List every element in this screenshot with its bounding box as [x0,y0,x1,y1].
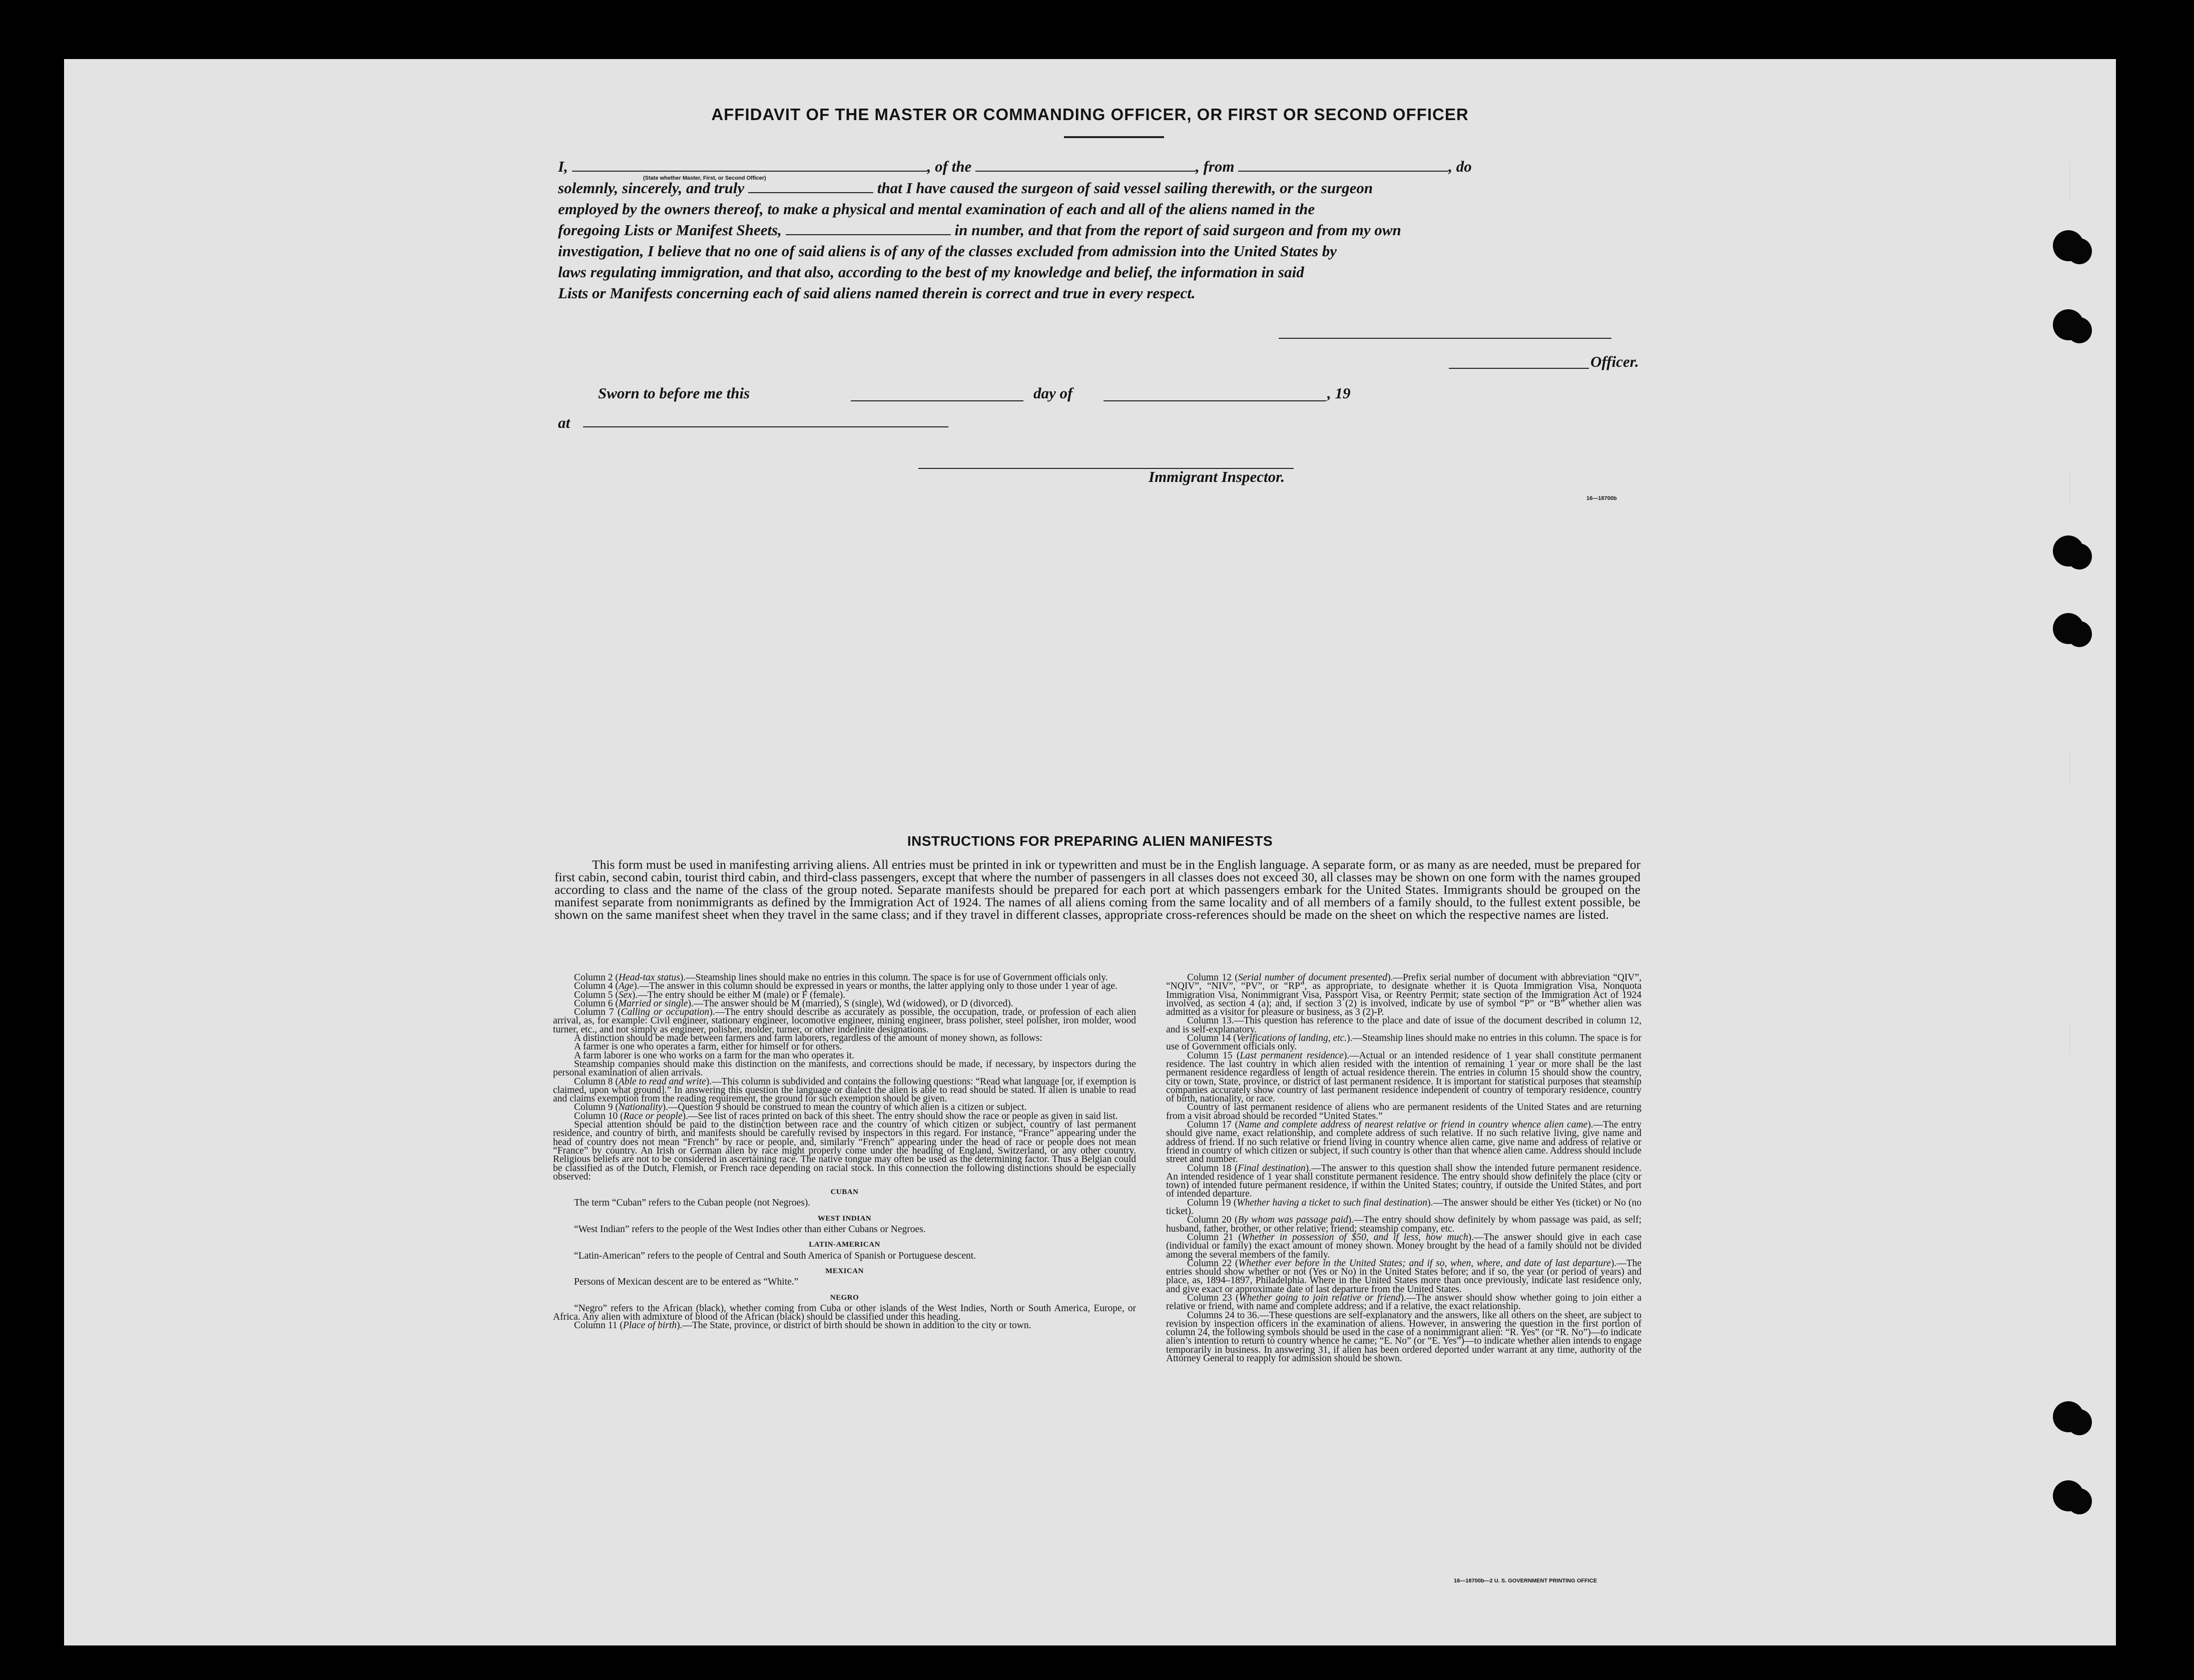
place-field[interactable] [583,426,948,427]
mexican-heading: MEXICAN [825,1267,864,1275]
instruction-paragraph: Column 2 (Head-tax status).—Steamship lines should make no entries in this column. The space is for use of Government officials only. [574,972,1108,983]
instruction-paragraph: Column 8 (Able to read and write).—This column is subdivided and contains the following questions: “Read what language [or, if exemption is claimed, upon what ground].” In answering this question the language or dialect the alien is able to read should be stated. If alien is unable to read and claims exemption from the reading requirement, the ground for such exemption should be given. [553,1076,1137,1104]
text-foregoing: foregoing Lists or Manifest Sheets, [558,221,782,239]
instruction-paragraph: Column 19 (Whether having a ticket to such final destination).—The answer should be either Yes (ticket) or No (no ticket). [1166,1197,1642,1217]
instruction-paragraph: Column 13.—This question has reference to the place and date of issue of the document described in column 12, and is self-explanatory. [1166,1015,1641,1035]
signature-line-2[interactable] [1449,368,1589,369]
inspector-label: Immigrant Inspector. [1149,468,1285,485]
affidavit-title: AFFIDAVIT OF THE MASTER OR COMMANDING OFFICER, OR FIRST OR SECOND OFFICER [711,105,1469,124]
mexican-text: Persons of Mexican descent are to be entered as “White.” [574,1277,799,1288]
instruction-paragraph: Column 20 (By whom was passage paid).—The entry should show definitely by whom passage was paid, as self; husband, father, brother, or other relative; friend; steamship company, etc. [1166,1215,1642,1234]
instruction-paragraph: Column 14 (Verifications of landing, etc.).—Steamship lines should make no entries in this column. The space is for use of Government officials only. [1166,1033,1641,1052]
cuban-heading: CUBAN [830,1188,859,1197]
binder-hole [2053,535,2084,567]
text-of-the: , of the [927,158,972,175]
instruction-paragraph: Column 12 (Serial number of document presented).—Prefix serial number of document with abbreviation “QIV”, “NQIV”, “NIV”, “PV”, or “RP”, as appropriate, to designate whether it is Quota Immigration Visa, Nonquota Immigration Visa, Nonimmigrant Visa, Passport Visa, or Reentry Permit; state section of the Immigration Act of 1924 involved, as section 4 (a); and, if section 3 (2) is involved, indicate by use of symbol “P” or “B” whether alien was admitted as a visitor for pleasure or business, as 3 (2)-P. [1166,972,1641,1018]
affidavit-line-5: investigation, I believe that no one of said aliens is of any of the classes excluded from admission into the United States by [558,242,1337,260]
instruction-paragraph: Column 23 (Whether going to join relative or friend).—The answer should show whether going to join either a relative or friend, with name and complete address; and if a relative, the exact relationship. [1166,1292,1642,1312]
instruction-paragraph: Column 21 (Whether in possession of $50, and if less, how much).—The answer should give in each case (individual or family) the exact amount of money shown. Money brought by the head of a family should not be divided among the several members of the family. [1166,1232,1641,1260]
printing-office-footer: 16—18700b—2 U. S. GOVERNMENT PRINTING OFFICE [1454,1578,1597,1584]
affidavit-line-7: Lists or Manifests concerning each of said aliens named therein is correct and true in every respect. [558,284,1196,302]
instruction-paragraph: Column 18 (Final destination).—The answer to this question shall show the intended future permanent residence. An intended residence of 1 year shall constitute permanent residence. The entry should show definitely the place (city or town) of intended future permanent residence, if within the United States; country, if outside the United States, and port of intended departure. [1166,1163,1641,1200]
west-indian-text: “West Indian” refers to the people of the West Indies other than either Cubans or Negroes. [574,1224,926,1235]
instruction-paragraph: A distinction should be made between farmers and farm laborers, regardless of the amount of money shown, as follows: [574,1033,1042,1044]
instruction-paragraph: Column 5 (Sex).—The entry should be either M (male) or F (female). [574,989,846,1000]
at-label: at [558,414,571,431]
vessel-field[interactable] [975,169,1196,172]
instructions-right-column [1166,973,1641,1363]
text-solemnly: solemnly, sincerely, and truly [558,179,745,197]
binder-hole [2053,230,2084,261]
instruction-paragraph: Special attention should be paid to the distinction between race and the country of which citizen or subject, country of last permanent residence, and country of birth, and manifests should be carefully revised by inspectors in this regard. For instance, “France” appearing under the head of country does not mean “French” by race or people, and, similarly “French” appearing under the head of race or people does not mean “France” by country. An Irish or German alien by race might properly come under the heading of England, Switzerland, or any other country. Religious beliefs are not to be considered in ascertaining race. The native tongue may often be used as the determining factor. Thus a Belgian could be classified as of the Dutch, Flemish, or French race depending on racial stock. In this connection the following distinctions should be especially observed: [553,1119,1136,1182]
instruction-paragraph: Column 22 (Whether ever before in the United States; and if so, when, where, and date of last departure).—The entries should show whether or not (Yes or No) in the United States before; and if so, the year (or period of years) and place, as, 1894–1897, Philadelphia. Where in the United States more than once previously, indicate last residence only, and give exact or approximate date of last departure from the United States. [1166,1258,1641,1295]
sworn-label: Sworn to before me this [598,384,750,402]
sworn-day-field[interactable] [851,400,1023,401]
affidavit-line-3: employed by the owners thereof, to make a physical and mental examination of each and all of the aliens named in the [558,200,1315,218]
text-do: , do [1448,158,1472,175]
year-label: , 19 [1327,384,1351,402]
instructions-left-column [553,973,1136,1330]
instruction-paragraph: Column 6 (Married or single).—The answer should be M (married), S (single), Wd (widowed), or D (divorced). [574,998,1013,1009]
cuban-text: The term “Cuban” refers to the Cuban people (not Negroes). [574,1198,811,1209]
sworn-month-field[interactable] [1104,400,1326,401]
affidavit-line-1 [558,156,1647,177]
instruction-paragraph: Column 17 (Name and complete address of nearest relative or friend in country whence alien came).—The entry should give name, exact relationship, and complete address of such relative. If no such relative living, give name and address of friend. If no such relative or friend living in country whence alien came, give name and address of relative or friend in country of which citizen or subject, if such country is other than that whence alien came. Address should include street and number. [1166,1119,1641,1165]
text-from: , from [1196,158,1235,175]
binder-hole [2053,613,2084,644]
instructions-title: INSTRUCTIONS FOR PREPARING ALIEN MANIFESTS [907,833,1273,849]
day-of-label: day of [1033,384,1073,402]
instruction-paragraph: Column 4 (Age).—The answer in this column should be expressed in years or months, the latter applying only to those under 1 year of age. [574,981,1118,992]
edge-mark [2069,160,2071,200]
instruction-paragraph: Column 11 (Place of birth).—The State, province, or district of birth should be shown in addition to the city or town. [574,1320,1031,1331]
officer-note: (State whether Master, First, or Second Officer) [643,175,766,181]
instruction-paragraph: Steamship companies should make this distinction on the manifests, and corrections should be made, if necessary, by inspectors during the personal examination of alien arrivals. [553,1058,1136,1078]
affidavit-line-4 [558,220,1647,241]
form-number: 16—18700b [1586,495,1617,501]
instruction-paragraph: A farmer is one who operates a farm, either for himself or for others. [574,1041,842,1052]
instructions-intro: This form must be used in manifesting arriving aliens. All entries must be printed in ink or typewritten and must be in the English language. A separate form, or as many as are needed, must be prepared for first cabin, second cabin, tourist third cabin, and third-class passengers, except that where the number of passengers in all classes does not exceed 30, all classes may be shown on one form with the names grouped according to class and the name of the class of the group noted. Separate manifests should be prepared for each port at which passengers embark for the United States. Immigrants should be grouped on the manifest separate from nonimmigrants as defined by the Immigration Act of 1924. The names of all aliens coming from the same locality and of all members of a family should, to the fullest extent possible, be shown on the same manifest sheet when they travel in the same class; and if they travel in different classes, appropriate cross-references should be made on the sheet on which the respective names are listed. [555,857,1640,922]
edge-mark [2069,470,2071,505]
negro-heading: NEGRO [830,1293,859,1302]
officer-name-field[interactable] [572,169,927,172]
instruction-paragraph: Column 10 (Race or people).—See list of races printed on back of this sheet. The entry should show the race or people as given in said list. [574,1110,1118,1122]
instruction-paragraph: A farm laborer is one who works on a farm for the man who operates it. [574,1050,854,1061]
instruction-paragraph: Columns 24 to 36.—These questions are self-explanatory and the answers, like all others on the sheet, are subject to revision by inspection officers in the examination of aliens. However, in answering the question in the first portion of column 24, the following symbols should be used in the case of a nonimmigrant alien: “R. Yes” (or “R. No”)—to indicate alien’s intention to return to country whence he came; “E. No” (or “E. Yes”)—to indicate whether alien intends to engage temporarily in business. In answering 31, if alien has been ordered deported under warrant at any time, authority of the Attorney General to reapply for admission should be shown. [1166,1310,1641,1364]
from-port-field[interactable] [1238,169,1448,172]
instruction-paragraph: Column 7 (Calling or occupation).—The entry should describe as accurately as possible, the occupation, trade, or profession of each alien arrival, as, for example: Civil engineer, stationary engineer, locomotive engineer, mining engineer, brass polisher, steel polisher, iron molder, wood turner, etc., and not simply as engineer, polisher, molder, turner, or other indefinite designations. [553,1007,1137,1035]
instruction-paragraph: Country of last permanent residence of aliens who are permanent residents of the United States and are returning from a visit abroad should be recorded “United States.” [1166,1102,1641,1122]
binder-hole [2053,1480,2084,1511]
binder-hole [2053,1401,2084,1432]
latin-american-heading: LATIN-AMERICAN [809,1241,880,1249]
affidavit-line-6: laws regulating immigration, and that also, according to the best of my knowledge and belief, the information in said [558,263,1304,281]
oath-field[interactable] [748,190,873,193]
negro-text: “Negro” refers to the African (black), whether coming from Cuba or other islands of the West Indies, North or South America, Europe, or Africa. Any alien with admixture of blood of the African (black) should be classified under this heading. [553,1303,1136,1323]
text-surgeon: that I have caused the surgeon of said vessel sailing therewith, or the surgeon [877,179,1373,197]
west-indian-heading: WEST INDIAN [817,1214,872,1223]
signature-line-1[interactable] [1279,338,1611,339]
officer-label: Officer. [1590,353,1639,370]
edge-mark [2069,751,2071,786]
instruction-paragraph: Column 15 (Last permanent residence).—Actual or an intended residence of 1 year shall constitute permanent residence. The last country in which alien resided with the intention of remaining 1 year or more shall be the last permanent residence regardless of length of actual residence therein. The entries in column 15 should show the country, city or town, State, province, or district of last permanent residence. It is important for statistical purposes that steamship companies accurately show country of last permanent residence independent of country of temporary residence, country of birth, nationality, or race. [1166,1050,1641,1104]
text-in-number: in number, and that from the report of said surgeon and from my own [954,221,1401,239]
text-I: I, [558,158,568,175]
edge-mark [2069,1021,2071,1056]
instruction-paragraph: Column 9 (Nationality).—Question 9 should be construed to mean the country of which alien is a citizen or subject. [574,1102,1027,1113]
latin-american-text: “Latin-American” refers to the people of Central and South America of Spanish or Portuguese descent. [574,1250,976,1261]
title-rule [1064,136,1164,138]
binder-hole [2053,309,2084,340]
affidavit-line-2 [558,178,1647,199]
sheet-count-field[interactable] [786,232,951,235]
